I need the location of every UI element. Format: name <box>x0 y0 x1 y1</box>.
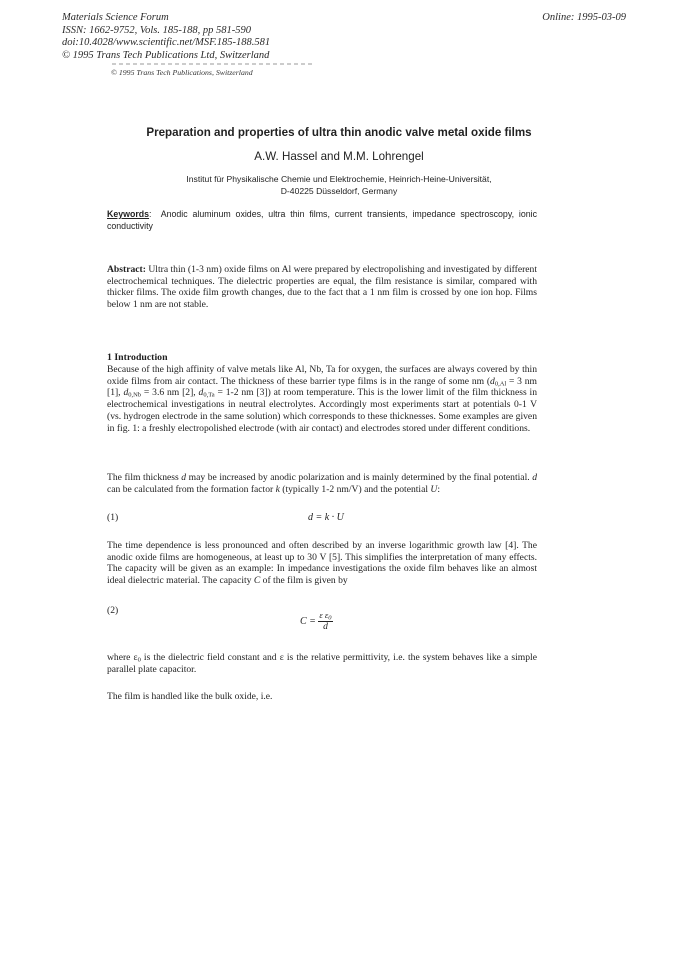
epsilon-sub: 0 <box>137 656 141 664</box>
var-c: C <box>253 575 261 587</box>
publisher-line: © 1995 Trans Tech Publications Ltd, Switzerland <box>62 49 270 61</box>
intro-paragraph-3 <box>107 540 537 587</box>
section-heading-introduction: 1 Introduction <box>107 352 168 363</box>
intro-p2-text: may be increased by anodic polarization and is mainly determined by the final potential. <box>186 472 533 483</box>
abstract-text: Ultra thin (1-3 nm) oxide films on Al were prepared by electropolishing and investigated by different electrochemical techniques. The dielectric properties are equal, the film resistance is similar, compared with thicker films. The oxide film growth changes, due to the fact that a 1 nm film is crossed by one ion hop. Films below 1 nm are not stable. <box>107 264 538 311</box>
online-date: Online: 1995-03-09 <box>542 12 626 23</box>
intro-p2-text: (typically 1-2 nm/V) and the potential <box>279 483 431 495</box>
numerator-sub: 0 <box>328 614 332 622</box>
intro-p2-text: can be calculated from the formation factor <box>107 483 276 495</box>
sub-nb: 0,Nb <box>128 391 142 399</box>
scan-artifact-line <box>112 63 312 65</box>
doi-line[interactable]: doi:10.4028/www.scientific.net/MSF.185-188.581 <box>62 37 271 48</box>
affiliation <box>0 174 678 197</box>
var-d: d <box>181 472 187 483</box>
publication-metadata <box>62 12 270 62</box>
equation-2-number: (2) <box>107 605 119 616</box>
var-u: U <box>430 483 438 495</box>
keywords: Keywords: Anodic aluminum oxides, ultra thin films, current transients, impedance spectroscopy, ionic conductivity <box>107 209 537 231</box>
intro-p1-text-a: Because of the high affinity of valve metals like Al, Nb, Ta for oxygen, the surfaces are always covered by thin oxide films from air contact. The thickness of these barrier type films is in the range of some nm ( <box>107 364 537 387</box>
abstract-label: Abstract: <box>107 264 146 275</box>
paper-authors: A.W. Hassel and M.M. Lohrengel <box>254 150 424 163</box>
var-k: k <box>275 483 280 495</box>
var-d: d <box>123 387 129 399</box>
intro-p4-text-b: is the dielectric field constant and ε is the relative permittivity, i.e. the system behaves like a simple parallel plate capacitor. <box>107 652 537 675</box>
equation-2-fraction <box>318 610 332 633</box>
journal-name: Materials Science Forum <box>62 12 169 23</box>
intro-p1-text-d: = 1-2 nm [3]) at room temperature. This is the lower limit of the film thickness in electrochemical investigations in neutral electrolytes. Accordingly most experiments start at potentials 0-1 V (vs. hydrogen electrode in the same solution) which corresponds to these thicknesses. Some examples are given in fig. 1: a freshly electropolished electrode (with air contact) and electrodes stored under different conditions. <box>107 387 537 434</box>
numerator-text: ε ε <box>319 610 329 620</box>
intro-paragraph-5: The film is handled like the bulk oxide, i.e. <box>107 691 273 702</box>
var-d: d <box>532 472 537 483</box>
equation-2 <box>300 610 333 633</box>
issn-line: ISSN: 1662-9752, Vols. 185-188, pp 581-590 <box>62 24 251 36</box>
intro-p3-text-end: of the film is given by <box>260 575 348 587</box>
keywords-text: Anodic aluminum oxides, ultra thin films, current transients, impedance spectroscopy, ionic conductivity <box>107 209 537 231</box>
fraction-numerator <box>318 610 332 622</box>
fraction-denominator: d <box>323 622 328 632</box>
equation-2-lhs: C = <box>300 615 316 627</box>
affiliation-line-1: Institut für Physikalische Chemie und Elektrochemie, Heinrich-Heine-Universität, <box>186 174 492 184</box>
paper-title: Preparation and properties of ultra thin anodic valve metal oxide films <box>146 126 532 139</box>
abstract <box>107 264 537 311</box>
var-d: d <box>490 375 495 387</box>
equation-1-number: (1) <box>107 512 119 523</box>
intro-p1-text-b: = 3 nm [1], <box>107 375 537 399</box>
var-d: d <box>198 387 204 399</box>
intro-p4-text-a: where ε <box>107 652 138 663</box>
intro-p2-text: The film thickness <box>107 472 182 483</box>
intro-paragraph-4 <box>107 652 537 675</box>
intro-p1-text-c: = 3.6 nm [2], <box>141 387 199 399</box>
scan-copyright: © 1995 Trans Tech Publications, Switzerland <box>111 68 253 77</box>
intro-paragraph-2 <box>107 472 537 495</box>
intro-p3-text: The time dependence is less pronounced and often described by an inverse logarithmic growth law [4]. The anodic oxide films are homogeneous, at least up to 30 V [5]. This simplifies the interpretation of many effects. The capacity will be given as an example: In impedance investigations the oxide film behaves like an almost ideal dielectric material. The capacity <box>107 540 537 587</box>
affiliation-line-2: D-40225 Düsseldorf, Germany <box>280 185 398 196</box>
sub-al: 0,Al <box>494 380 507 388</box>
intro-paragraph-1 <box>107 364 537 434</box>
sub-ta: 0,Ta <box>203 391 215 399</box>
equation-1: d = k · U <box>308 512 344 523</box>
intro-p2-text: : <box>437 483 441 495</box>
keywords-label: Keywords <box>107 209 150 219</box>
